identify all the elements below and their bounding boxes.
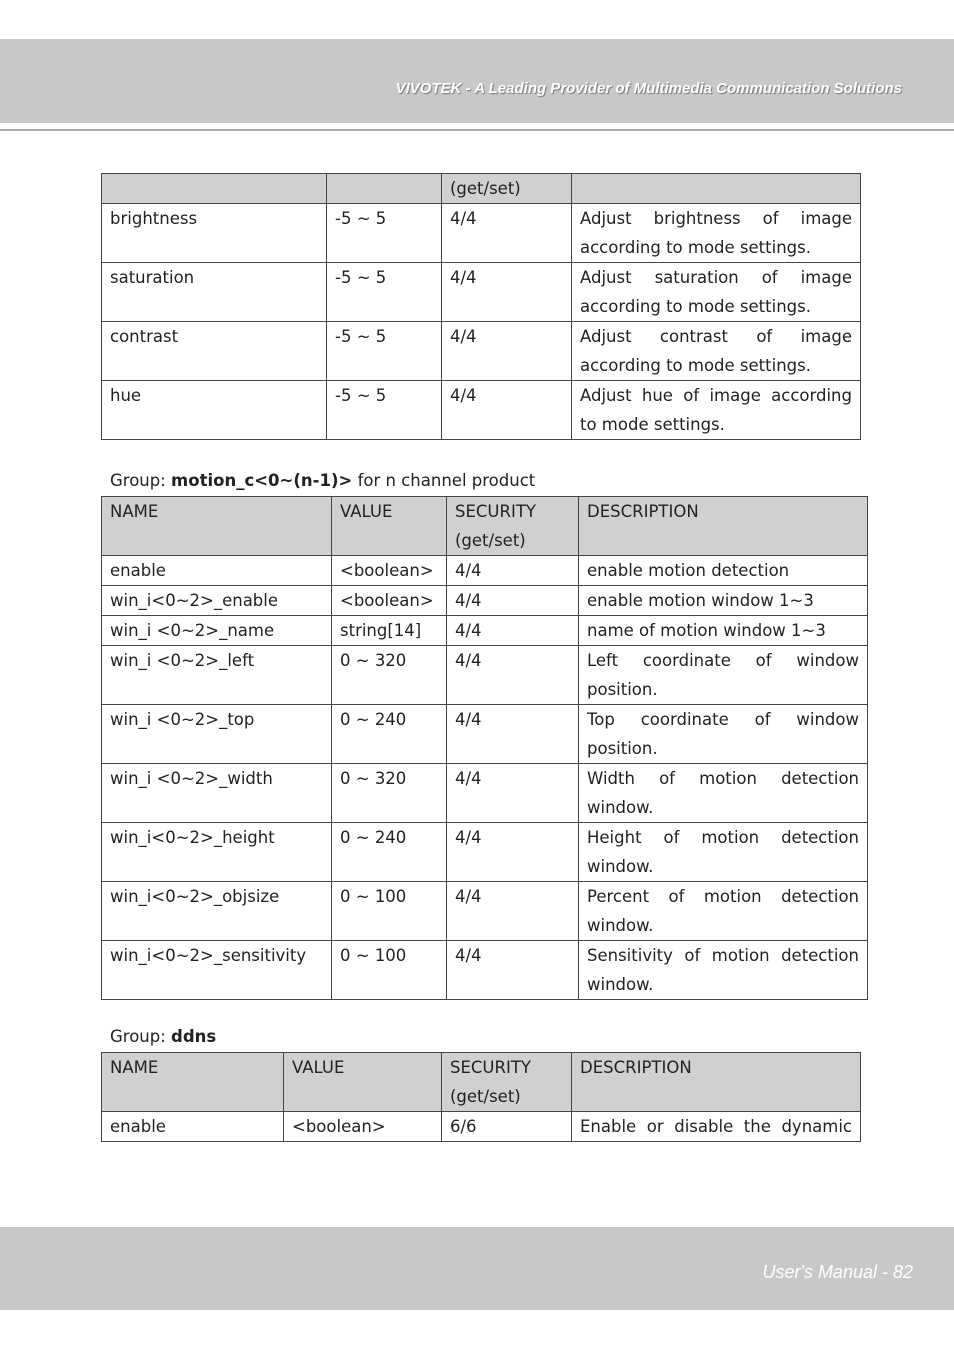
description-line: Width of motion detection — [587, 769, 859, 788]
param-description: enable motion window 1~3 — [579, 586, 868, 616]
description-line: Adjust hue of image according — [580, 386, 852, 405]
param-security: 4/4 — [447, 941, 579, 1000]
table-row — [102, 586, 868, 616]
description-line: to mode settings. — [580, 415, 725, 434]
group-prefix: Group: — [110, 471, 172, 490]
table-row — [102, 646, 868, 705]
param-description: name of motion window 1~3 — [579, 616, 868, 646]
header-security — [442, 1053, 572, 1112]
param-name: contrast — [102, 322, 327, 381]
param-value: -5 ~ 5 — [327, 204, 442, 263]
param-description — [579, 941, 868, 1000]
description-line: according to mode settings. — [580, 356, 811, 375]
description-line: according to mode settings. — [580, 297, 811, 316]
param-value: <boolean> — [332, 556, 447, 586]
param-name: enable — [102, 1112, 284, 1142]
param-security: 4/4 — [447, 616, 579, 646]
table-header-row — [102, 497, 868, 556]
param-name: win_i <0~2>_name — [102, 616, 332, 646]
param-description — [572, 204, 861, 263]
param-value: <boolean> — [284, 1112, 442, 1142]
param-name: win_i <0~2>_width — [102, 764, 332, 823]
description-line: window. — [587, 975, 654, 994]
description-line: Adjust contrast of image — [580, 327, 852, 346]
param-name: win_i<0~2>_sensitivity — [102, 941, 332, 1000]
param-name: hue — [102, 381, 327, 440]
description-line: Sensitivity of motion detection — [587, 946, 859, 965]
description-line: Adjust brightness of image — [580, 209, 852, 228]
header-value: VALUE — [284, 1053, 442, 1112]
header-tagline: VIVOTEK - A Leading Provider of Multimedia Communication Solutions — [395, 80, 902, 97]
description-line: position. — [587, 739, 658, 758]
header-cell — [327, 174, 442, 204]
param-security: 4/4 — [442, 322, 572, 381]
param-value: 0 ~ 240 — [332, 705, 447, 764]
param-value: string[14] — [332, 616, 447, 646]
description-line: Left coordinate of window — [587, 651, 859, 670]
param-value: 0 ~ 240 — [332, 823, 447, 882]
param-security: 4/4 — [442, 381, 572, 440]
param-security: 4/4 — [447, 823, 579, 882]
param-description — [579, 823, 868, 882]
table-row — [102, 263, 861, 322]
param-name: win_i <0~2>_left — [102, 646, 332, 705]
header-value: VALUE — [332, 497, 447, 556]
table-row — [102, 764, 868, 823]
table-row — [102, 556, 868, 586]
group-suffix: for n channel product — [352, 471, 536, 490]
ddns-params-table — [101, 1052, 861, 1142]
param-security: 4/4 — [447, 764, 579, 823]
table-row — [102, 322, 861, 381]
param-security: 4/4 — [447, 705, 579, 764]
param-value: -5 ~ 5 — [327, 263, 442, 322]
group-motion-label — [110, 470, 535, 492]
description-line: Height of motion detection — [587, 828, 859, 847]
header-security-line: SECURITY — [455, 502, 536, 521]
param-name: win_i<0~2>_enable — [102, 586, 332, 616]
param-description — [572, 381, 861, 440]
description-line: Percent of motion detection — [587, 887, 859, 906]
description-line: according to mode settings. — [580, 238, 811, 257]
header-cell — [572, 174, 861, 204]
table-header-row — [102, 174, 861, 204]
group-prefix: Group: — [110, 1027, 172, 1046]
motion-params-table — [101, 496, 868, 1000]
param-value: 0 ~ 100 — [332, 941, 447, 1000]
header-cell — [102, 174, 327, 204]
param-security: 4/4 — [442, 204, 572, 263]
group-name: ddns — [171, 1027, 217, 1046]
param-value: 0 ~ 320 — [332, 646, 447, 705]
param-security: 4/4 — [447, 586, 579, 616]
param-description — [572, 322, 861, 381]
description-line: position. — [587, 680, 658, 699]
param-name: saturation — [102, 263, 327, 322]
param-description — [572, 263, 861, 322]
description-line: Top coordinate of window — [587, 710, 859, 729]
param-name: win_i <0~2>_top — [102, 705, 332, 764]
header-security — [447, 497, 579, 556]
header-divider — [0, 129, 954, 131]
table-row — [102, 381, 861, 440]
param-security: 4/4 — [447, 556, 579, 586]
header-security-line: (get/set) — [455, 531, 526, 550]
page-number: User's Manual - 82 — [762, 1262, 913, 1282]
table-row — [102, 204, 861, 263]
header-security-line: (get/set) — [450, 1087, 521, 1106]
param-description: enable motion detection — [579, 556, 868, 586]
param-name: win_i<0~2>_height — [102, 823, 332, 882]
param-name: brightness — [102, 204, 327, 263]
table-row — [102, 941, 868, 1000]
description-line: window. — [587, 857, 654, 876]
description-line: window. — [587, 798, 654, 817]
param-security: 4/4 — [447, 882, 579, 941]
param-value: -5 ~ 5 — [327, 322, 442, 381]
table-row — [102, 705, 868, 764]
param-description — [579, 764, 868, 823]
description-line: window. — [587, 916, 654, 935]
table-row — [102, 823, 868, 882]
param-name: win_i<0~2>_objsize — [102, 882, 332, 941]
param-security: 4/4 — [442, 263, 572, 322]
header-description: DESCRIPTION — [572, 1053, 861, 1112]
param-value: 0 ~ 320 — [332, 764, 447, 823]
table-header-row — [102, 1053, 861, 1112]
param-description — [579, 882, 868, 941]
header-name: NAME — [102, 1053, 284, 1112]
param-description — [579, 646, 868, 705]
param-description — [579, 705, 868, 764]
description-line: Enable or disable the dynamic — [580, 1117, 852, 1136]
param-description — [572, 1112, 861, 1142]
description-line: Adjust saturation of image — [580, 268, 852, 287]
param-value: 0 ~ 100 — [332, 882, 447, 941]
header-name: NAME — [102, 497, 332, 556]
param-value: -5 ~ 5 — [327, 381, 442, 440]
table-row — [102, 616, 868, 646]
header-description: DESCRIPTION — [579, 497, 868, 556]
param-security: 6/6 — [442, 1112, 572, 1142]
image-params-table — [101, 173, 861, 440]
group-ddns-label — [110, 1026, 216, 1048]
header-security-line: SECURITY — [450, 1058, 531, 1077]
header-cell: (get/set) — [442, 174, 572, 204]
param-value: <boolean> — [332, 586, 447, 616]
group-name: motion_c<0~(n-1)> — [171, 471, 353, 490]
param-security: 4/4 — [447, 646, 579, 705]
param-name: enable — [102, 556, 332, 586]
table-row — [102, 1112, 861, 1142]
table-row — [102, 882, 868, 941]
